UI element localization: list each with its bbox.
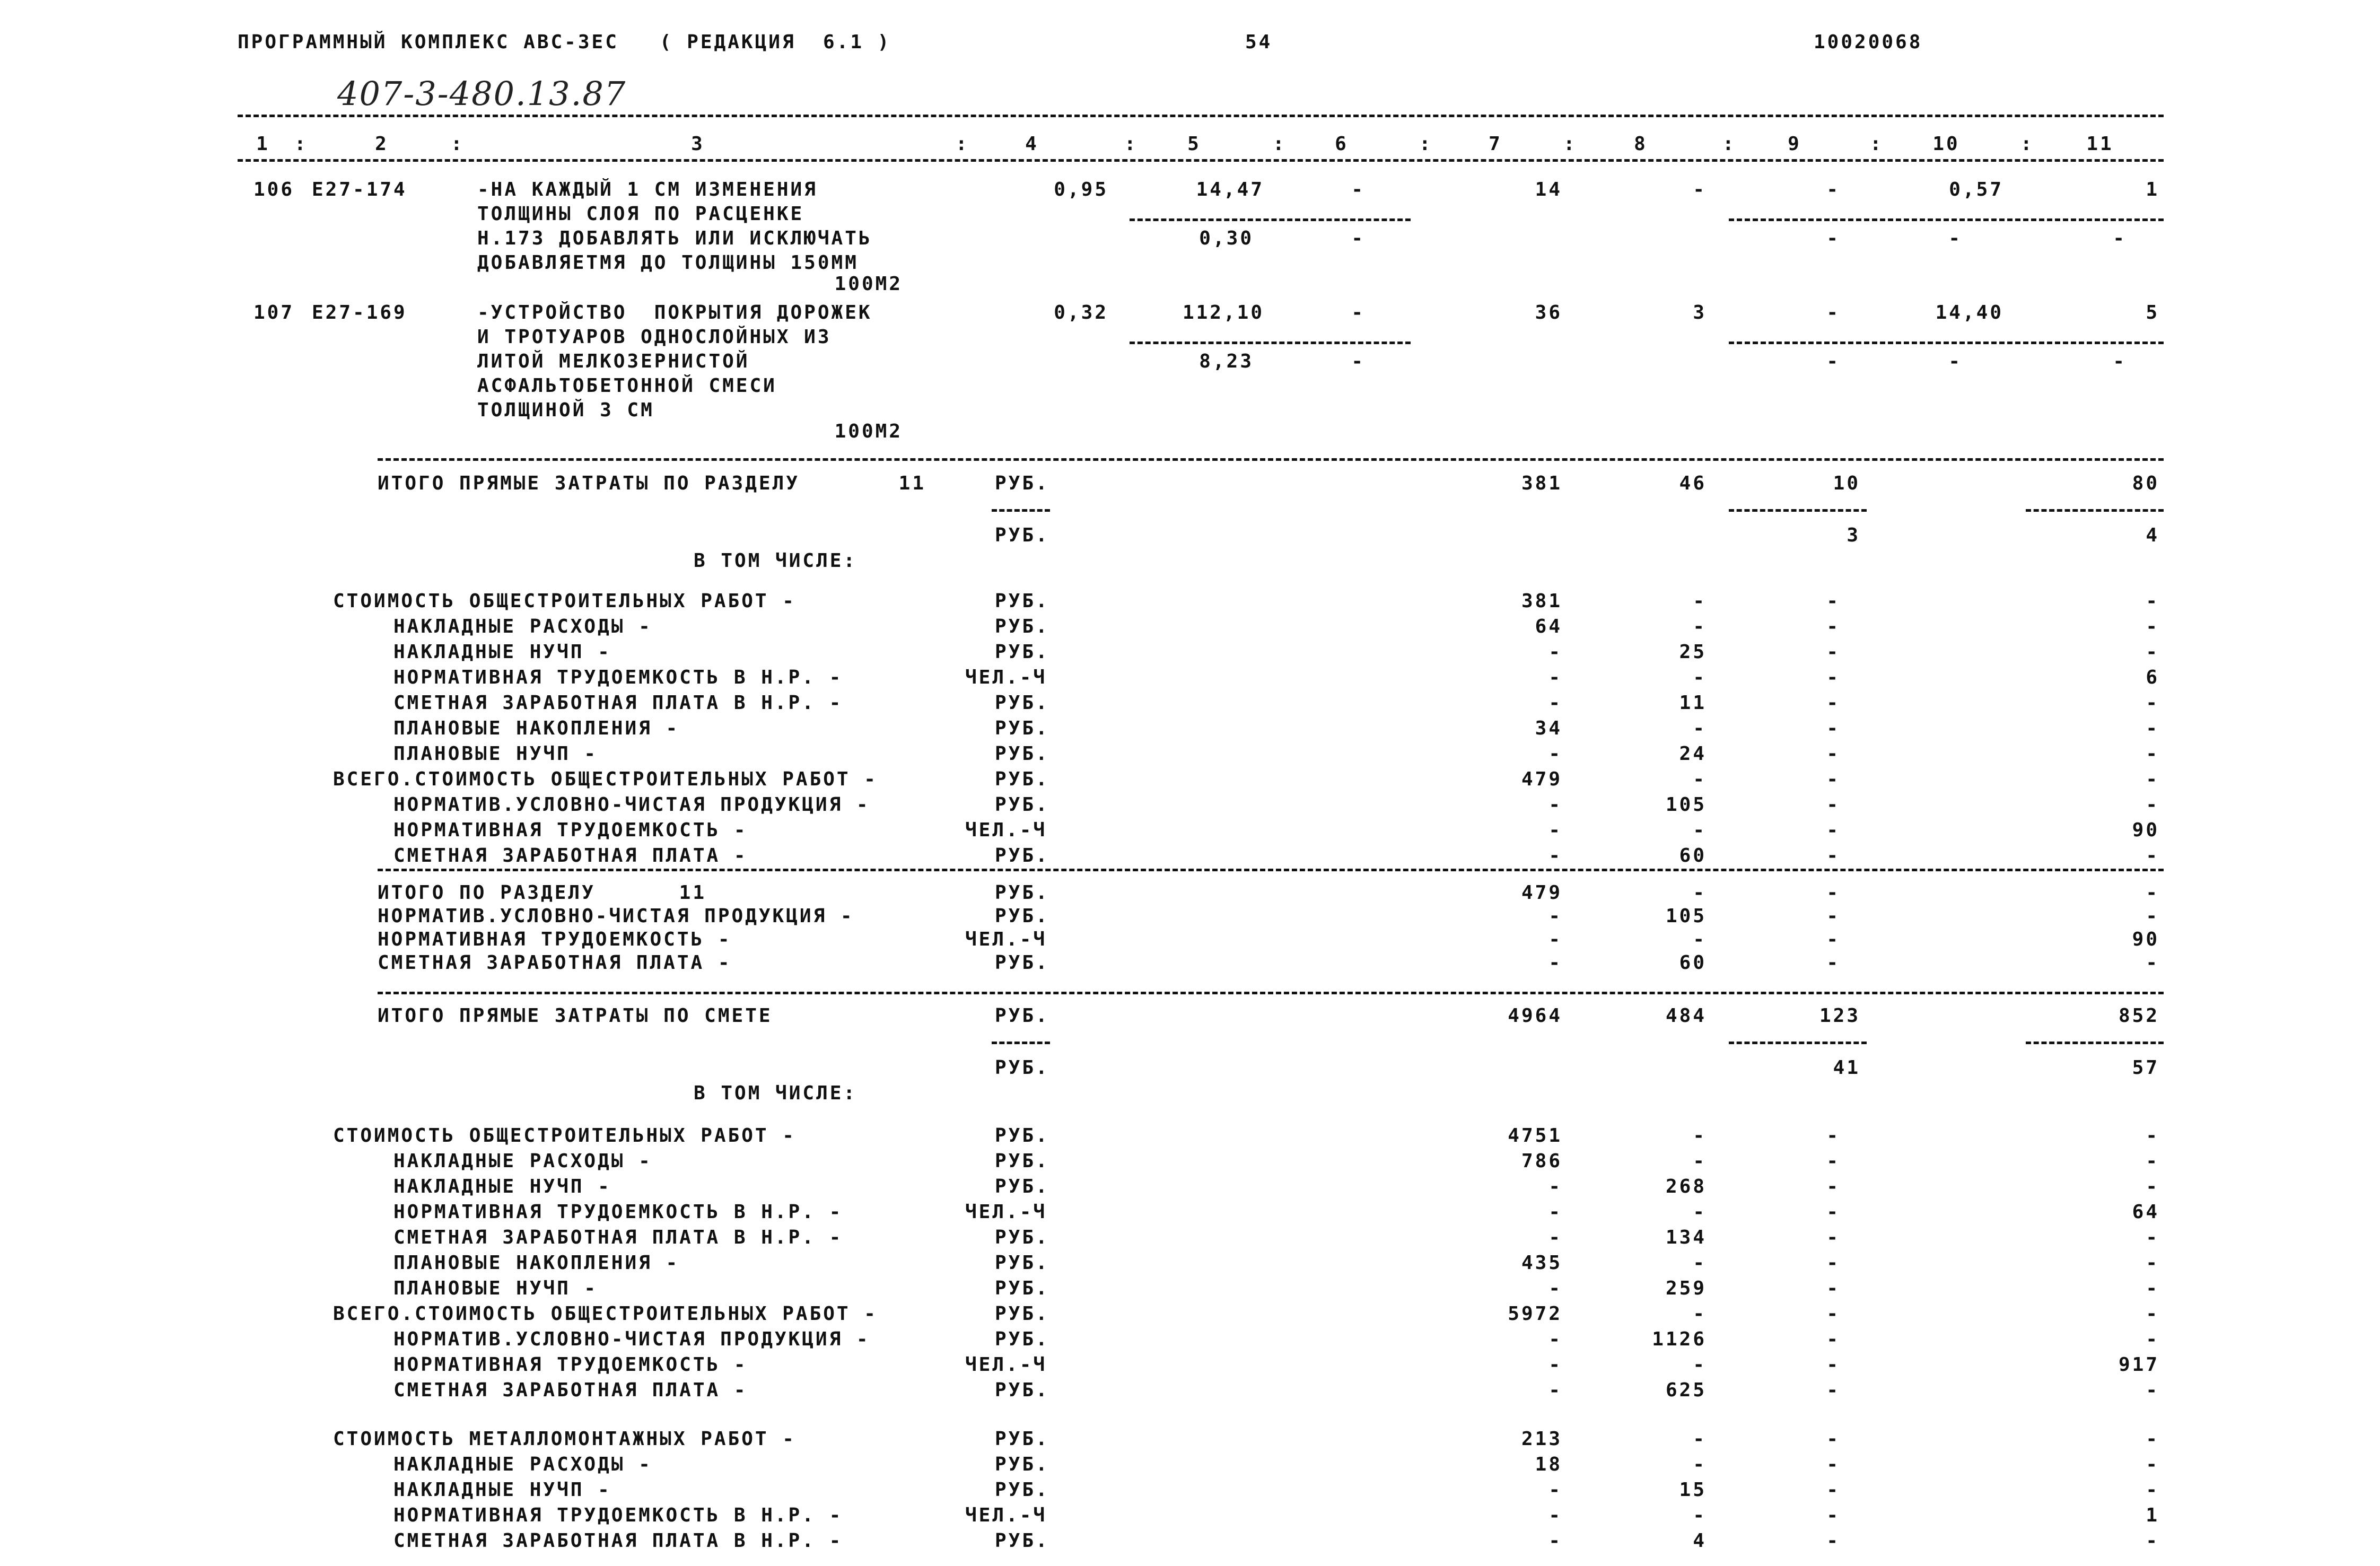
page-number: 54 bbox=[1245, 31, 1273, 53]
section-total-rule-11 bbox=[2026, 509, 2164, 512]
item-col10-sub: - bbox=[1948, 228, 1962, 249]
column-separator: : bbox=[1124, 133, 1138, 155]
breakdown-c9: - bbox=[1826, 1428, 1840, 1450]
estimate-total-rule bbox=[378, 992, 2164, 994]
breakdown-unit: РУБ. bbox=[995, 590, 1049, 612]
item-description-line: ТОЛЩИНОЙ 3 СМ bbox=[477, 399, 654, 421]
summary-c11: - bbox=[2146, 905, 2159, 927]
summary-c11: 90 bbox=[2132, 929, 2159, 950]
item-col6-sub: - bbox=[1351, 351, 1365, 372]
summary-c9: - bbox=[1826, 952, 1840, 974]
breakdown-c8: 105 bbox=[1665, 794, 1707, 816]
breakdown-label: НАКЛАДНЫЕ РАСХОДЫ - bbox=[393, 1150, 652, 1172]
breakdown-c9: - bbox=[1826, 1530, 1840, 1552]
breakdown-c8: - bbox=[1693, 1150, 1707, 1172]
breakdown-label: СТОИМОСТЬ ОБЩЕСТРОИТЕЛЬНЫХ РАБОТ - bbox=[333, 590, 796, 612]
breakdown-c9: - bbox=[1826, 819, 1840, 841]
breakdown-c11: 1 bbox=[2146, 1504, 2159, 1526]
breakdown-c7: - bbox=[1548, 1354, 1562, 1376]
section-total-c11-wages: 4 bbox=[2146, 524, 2159, 546]
breakdown-c9: - bbox=[1826, 616, 1840, 637]
breakdown-c8: 15 bbox=[1679, 1479, 1707, 1501]
item-description-line: ЛИТОЙ МЕЛКОЗЕРНИСТОЙ bbox=[477, 351, 750, 372]
breakdown-unit: РУБ. bbox=[995, 1328, 1049, 1350]
column-number-8: 8 bbox=[1634, 133, 1648, 155]
breakdown-c11: - bbox=[2146, 590, 2159, 612]
item-unit: 100М2 bbox=[834, 421, 903, 442]
summary-c8: 105 bbox=[1665, 905, 1707, 927]
item-description-line: -УСТРОЙСТВО ПОКРЫТИЯ ДОРОЖЕК bbox=[477, 302, 872, 323]
breakdown-c9: - bbox=[1826, 1479, 1840, 1501]
breakdown-c8: - bbox=[1693, 1354, 1707, 1376]
breakdown-c7: - bbox=[1548, 641, 1562, 663]
section-total-c9-wages: 3 bbox=[1847, 524, 1860, 546]
breakdown-c8: 259 bbox=[1665, 1278, 1707, 1299]
item-col9-sub: - bbox=[1826, 351, 1840, 372]
header-rule-bottom bbox=[238, 159, 2164, 162]
item-col11: 5 bbox=[2146, 302, 2159, 323]
breakdown-unit: РУБ. bbox=[995, 1530, 1049, 1552]
breakdown-unit: РУБ. bbox=[995, 1125, 1049, 1147]
breakdown-c8: - bbox=[1693, 1252, 1707, 1274]
breakdown-unit: ЧЕЛ.-Ч bbox=[965, 819, 1047, 841]
breakdown-c7: 18 bbox=[1535, 1454, 1562, 1475]
item-col9: - bbox=[1826, 302, 1840, 323]
breakdown-unit: РУБ. bbox=[995, 1227, 1049, 1248]
item-price-total: 14,47 bbox=[1196, 179, 1264, 200]
breakdown-c7: 381 bbox=[1521, 590, 1562, 612]
breakdown-unit: ЧЕЛ.-Ч bbox=[965, 667, 1047, 688]
breakdown-unit: РУБ. bbox=[995, 641, 1049, 663]
breakdown-c9: - bbox=[1826, 1227, 1840, 1248]
breakdown-label: НОРМАТИВНАЯ ТРУДОЕМКОСТЬ В Н.Р. - bbox=[393, 1504, 843, 1526]
breakdown-c11: - bbox=[2146, 616, 2159, 637]
column-separator: : bbox=[1273, 133, 1287, 155]
breakdown-label: ВСЕГО.СТОИМОСТЬ ОБЩЕСТРОИТЕЛЬНЫХ РАБОТ - bbox=[333, 768, 878, 790]
column-separator: : bbox=[1870, 133, 1884, 155]
breakdown-c8: 268 bbox=[1665, 1176, 1707, 1197]
item-description-line: -НА КАЖДЫЙ 1 СМ ИЗМЕНЕНИЯ bbox=[477, 179, 818, 200]
breakdown-label: НОРМАТИВ.УСЛОВНО-ЧИСТАЯ ПРОДУКЦИЯ - bbox=[393, 794, 870, 816]
summary-c7: - bbox=[1548, 929, 1562, 950]
breakdown-c9: - bbox=[1826, 1504, 1840, 1526]
breakdown-c11: - bbox=[2146, 1428, 2159, 1450]
breakdown-label: НОРМАТИВНАЯ ТРУДОЕМКОСТЬ - bbox=[393, 819, 748, 841]
breakdown-label: НОРМАТИВНАЯ ТРУДОЕМКОСТЬ В Н.Р. - bbox=[393, 667, 843, 688]
breakdown-c9: - bbox=[1826, 1454, 1840, 1475]
item-cost-total: 14 bbox=[1535, 179, 1562, 200]
breakdown-c7: 435 bbox=[1521, 1252, 1562, 1274]
item-col10: 14,40 bbox=[1935, 302, 2003, 323]
estimate-total-label: ИТОГО ПРЯМЫЕ ЗАТРАТЫ ПО СМЕТЕ bbox=[378, 1005, 773, 1027]
item-col6: - bbox=[1351, 179, 1365, 200]
column-separator: : bbox=[1563, 133, 1577, 155]
column-number-4: 4 bbox=[1025, 133, 1039, 155]
breakdown-c9: - bbox=[1826, 718, 1840, 739]
breakdown-c8: - bbox=[1693, 1303, 1707, 1325]
including-label: В ТОМ ЧИСЛЕ: bbox=[694, 550, 858, 572]
breakdown-unit: РУБ. bbox=[995, 1252, 1049, 1274]
breakdown-c11: - bbox=[2146, 1278, 2159, 1299]
breakdown-c7: - bbox=[1548, 845, 1562, 867]
estimate-total-c9: 123 bbox=[1819, 1005, 1860, 1027]
column-number-1: 1 bbox=[256, 133, 270, 155]
breakdown-c8: 1126 bbox=[1652, 1328, 1707, 1350]
breakdown-c11: 90 bbox=[2132, 819, 2159, 841]
breakdown-c7: - bbox=[1548, 1504, 1562, 1526]
breakdown-c9: - bbox=[1826, 1303, 1840, 1325]
breakdown-c8: 4 bbox=[1693, 1530, 1707, 1552]
item-price-wages: 8,23 bbox=[1199, 351, 1254, 372]
breakdown-c8: 625 bbox=[1665, 1379, 1707, 1401]
breakdown-c8: - bbox=[1693, 667, 1707, 688]
item-unit: 100М2 bbox=[834, 273, 903, 295]
breakdown-c9: - bbox=[1826, 667, 1840, 688]
estimate-total-c7: 4964 bbox=[1508, 1005, 1562, 1027]
estimate-total-c8: 484 bbox=[1665, 1005, 1707, 1027]
section-summary-rule bbox=[378, 869, 2164, 871]
item-col10: 0,57 bbox=[1949, 179, 2003, 200]
estimate-including-label: В ТОМ ЧИСЛЕ: bbox=[694, 1082, 858, 1104]
breakdown-c7: 34 bbox=[1535, 718, 1562, 739]
item-col9: - bbox=[1826, 179, 1840, 200]
breakdown-c9: - bbox=[1826, 1125, 1840, 1147]
breakdown-c7: - bbox=[1548, 692, 1562, 714]
column-separator: : bbox=[451, 133, 465, 155]
breakdown-c7: 5972 bbox=[1508, 1303, 1562, 1325]
breakdown-unit: ЧЕЛ.-Ч bbox=[965, 1201, 1047, 1223]
breakdown-c8: - bbox=[1693, 1504, 1707, 1526]
summary-unit: РУБ. bbox=[995, 882, 1049, 904]
item-description-line: Н.173 ДОБАВЛЯТЬ ИЛИ ИСКЛЮЧАТЬ bbox=[477, 228, 872, 249]
estimate-total-unit: РУБ. bbox=[995, 1005, 1049, 1027]
breakdown-c7: - bbox=[1548, 1176, 1562, 1197]
item-description-line: И ТРОТУАРОВ ОДНОСЛОЙНЫХ ИЗ bbox=[477, 326, 832, 348]
item-cost-total: 36 bbox=[1535, 302, 1562, 323]
breakdown-unit: РУБ. bbox=[995, 794, 1049, 816]
summary-label: НОРМАТИВ.УСЛОВНО-ЧИСТАЯ ПРОДУКЦИЯ - bbox=[378, 905, 854, 927]
breakdown-c9: - bbox=[1826, 794, 1840, 816]
breakdown-c7: 64 bbox=[1535, 616, 1562, 637]
breakdown-c7: - bbox=[1548, 1479, 1562, 1501]
summary-label: СМЕТНАЯ ЗАРАБОТНАЯ ПЛАТА - bbox=[378, 952, 732, 974]
breakdown-c11: - bbox=[2146, 1303, 2159, 1325]
item-col10-sub: - bbox=[1948, 351, 1962, 372]
section-summary-number: 11 bbox=[679, 882, 706, 904]
item-price-wages: 0,30 bbox=[1199, 228, 1254, 249]
breakdown-c8: 11 bbox=[1679, 692, 1707, 714]
breakdown-c7: - bbox=[1548, 819, 1562, 841]
breakdown-unit: РУБ. bbox=[995, 1428, 1049, 1450]
estimate-total-unit-rule bbox=[992, 1042, 1050, 1044]
summary-c8: - bbox=[1693, 929, 1707, 950]
summary-c9: - bbox=[1826, 929, 1840, 950]
summary-unit: ЧЕЛ.-Ч bbox=[965, 929, 1047, 950]
item-col11-sub: - bbox=[2113, 228, 2127, 249]
breakdown-c8: - bbox=[1693, 590, 1707, 612]
breakdown-unit: РУБ. bbox=[995, 1454, 1049, 1475]
item-col11-sub: - bbox=[2113, 351, 2127, 372]
breakdown-unit: РУБ. bbox=[995, 1303, 1049, 1325]
item-col6-sub: - bbox=[1351, 228, 1365, 249]
estimate-total-rule-9 bbox=[1729, 1042, 1867, 1044]
estimate-total-c11: 852 bbox=[2118, 1005, 2159, 1027]
breakdown-c11: - bbox=[2146, 1125, 2159, 1147]
breakdown-c7: - bbox=[1548, 1530, 1562, 1552]
breakdown-c11: - bbox=[2146, 794, 2159, 816]
item-description-line: АСФАЛЬТОБЕТОННОЙ СМЕСИ bbox=[477, 375, 777, 397]
breakdown-c8: - bbox=[1693, 1125, 1707, 1147]
summary-c9: - bbox=[1826, 882, 1840, 904]
summary-c7: - bbox=[1548, 952, 1562, 974]
column-separator: : bbox=[294, 133, 308, 155]
breakdown-c7: - bbox=[1548, 667, 1562, 688]
breakdown-c7: - bbox=[1548, 794, 1562, 816]
breakdown-unit: РУБ. bbox=[995, 1176, 1049, 1197]
item-subrule-5-6 bbox=[1130, 218, 1411, 221]
breakdown-label: СМЕТНАЯ ЗАРАБОТНАЯ ПЛАТА - bbox=[393, 1379, 748, 1401]
item-subrule-9-11 bbox=[1729, 218, 2164, 221]
program-header: ПРОГРАММНЫЙ КОМПЛЕКС АВС-ЗЕС ( РЕДАКЦИЯ 6.1 ) bbox=[238, 31, 891, 53]
section-total-rule-9 bbox=[1729, 509, 1867, 512]
column-separator: : bbox=[956, 133, 969, 155]
breakdown-unit: РУБ. bbox=[995, 743, 1049, 765]
section-total-label: ИТОГО ПРЯМЫЕ ЗАТРАТЫ ПО РАЗДЕЛУ bbox=[378, 473, 800, 494]
breakdown-unit: РУБ. bbox=[995, 845, 1049, 867]
breakdown-c9: - bbox=[1826, 1201, 1840, 1223]
breakdown-c7: 479 bbox=[1521, 768, 1562, 790]
breakdown-c11: - bbox=[2146, 1176, 2159, 1197]
breakdown-c11: 64 bbox=[2132, 1201, 2159, 1223]
breakdown-label: СТОИМОСТЬ МЕТАЛЛОМОНТАЖНЫХ РАБОТ - bbox=[333, 1428, 796, 1450]
breakdown-c9: - bbox=[1826, 768, 1840, 790]
breakdown-label: НОРМАТИВ.УСЛОВНО-ЧИСТАЯ ПРОДУКЦИЯ - bbox=[393, 1328, 870, 1350]
breakdown-c11: 6 bbox=[2146, 667, 2159, 688]
breakdown-label: НАКЛАДНЫЕ НУЧП - bbox=[393, 1479, 611, 1501]
summary-c11: - bbox=[2146, 952, 2159, 974]
breakdown-c7: - bbox=[1548, 1328, 1562, 1350]
breakdown-label: НОРМАТИВНАЯ ТРУДОЕМКОСТЬ - bbox=[393, 1354, 748, 1376]
breakdown-c11: - bbox=[2146, 1252, 2159, 1274]
item-price-total: 112,10 bbox=[1182, 302, 1264, 323]
summary-c11: - bbox=[2146, 882, 2159, 904]
breakdown-c9: - bbox=[1826, 845, 1840, 867]
section-summary-label: ИТОГО ПО РАЗДЕЛУ bbox=[378, 882, 596, 904]
item-description-line: ДОБАВЛЯЕТМЯ ДО ТОЛЩИНЫ 150ММ bbox=[477, 252, 859, 274]
breakdown-label: СМЕТНАЯ ЗАРАБОТНАЯ ПЛАТА - bbox=[393, 845, 748, 867]
breakdown-c9: - bbox=[1826, 1252, 1840, 1274]
breakdown-c7: - bbox=[1548, 1227, 1562, 1248]
item-description-line: ТОЛЩИНЫ СЛОЯ ПО РАСЦЕНКЕ bbox=[477, 203, 804, 225]
column-number-9: 9 bbox=[1788, 133, 1801, 155]
summary-c7: 479 bbox=[1521, 882, 1562, 904]
column-number-2: 2 bbox=[375, 133, 389, 155]
breakdown-c9: - bbox=[1826, 1354, 1840, 1376]
breakdown-c11: - bbox=[2146, 845, 2159, 867]
header-rule-top bbox=[238, 115, 2164, 117]
breakdown-c7: - bbox=[1548, 1201, 1562, 1223]
breakdown-unit: РУБ. bbox=[995, 1479, 1049, 1501]
section-total-c11: 80 bbox=[2132, 473, 2159, 494]
breakdown-c8: - bbox=[1693, 1454, 1707, 1475]
summary-c8: 60 bbox=[1679, 952, 1707, 974]
breakdown-c8: 24 bbox=[1679, 743, 1707, 765]
section-total-c7: 381 bbox=[1521, 473, 1562, 494]
breakdown-label: ПЛАНОВЫЕ НАКОПЛЕНИЯ - bbox=[393, 1252, 680, 1274]
item-number: 106 bbox=[253, 179, 295, 200]
item-number: 107 bbox=[253, 302, 295, 323]
section-total-unit: РУБ. bbox=[995, 473, 1049, 494]
handwritten-designation: 407-3-480.13.87 bbox=[337, 74, 627, 113]
breakdown-unit: ЧЕЛ.-Ч bbox=[965, 1504, 1047, 1526]
breakdown-c11: - bbox=[2146, 1328, 2159, 1350]
breakdown-c9: - bbox=[1826, 590, 1840, 612]
item-code: Е27-169 bbox=[312, 302, 407, 323]
breakdown-c8: - bbox=[1693, 1428, 1707, 1450]
estimate-total-unit-2: РУБ. bbox=[995, 1057, 1049, 1079]
summary-label: НОРМАТИВНАЯ ТРУДОЕМКОСТЬ - bbox=[378, 929, 732, 950]
item-col8: - bbox=[1693, 179, 1707, 200]
breakdown-c8: 134 bbox=[1665, 1227, 1707, 1248]
column-number-7: 7 bbox=[1489, 133, 1502, 155]
column-number-6: 6 bbox=[1335, 133, 1349, 155]
breakdown-c8: 25 bbox=[1679, 641, 1707, 663]
breakdown-unit: РУБ. bbox=[995, 1278, 1049, 1299]
column-separator: : bbox=[2020, 133, 2034, 155]
breakdown-c11: - bbox=[2146, 692, 2159, 714]
breakdown-label: ПЛАНОВЫЕ НУЧП - bbox=[393, 1278, 598, 1299]
item-quantity: 0,95 bbox=[1054, 179, 1108, 200]
item-subrule-5-6 bbox=[1130, 342, 1411, 344]
section-total-rule bbox=[378, 458, 2164, 461]
column-number-11: 11 bbox=[2086, 133, 2114, 155]
breakdown-c11: - bbox=[2146, 1530, 2159, 1552]
summary-unit: РУБ. bbox=[995, 952, 1049, 974]
breakdown-c11: - bbox=[2146, 1454, 2159, 1475]
estimate-total-rule-11 bbox=[2026, 1042, 2164, 1044]
breakdown-label: ПЛАНОВЫЕ НАКОПЛЕНИЯ - bbox=[393, 718, 680, 739]
breakdown-c9: - bbox=[1826, 1379, 1840, 1401]
breakdown-c11: - bbox=[2146, 1150, 2159, 1172]
breakdown-c8: - bbox=[1693, 718, 1707, 739]
breakdown-c11: - bbox=[2146, 718, 2159, 739]
breakdown-c9: - bbox=[1826, 1278, 1840, 1299]
column-separator: : bbox=[1722, 133, 1736, 155]
breakdown-c8: - bbox=[1693, 1201, 1707, 1223]
breakdown-c7: - bbox=[1548, 1278, 1562, 1299]
breakdown-c11: - bbox=[2146, 743, 2159, 765]
summary-c8: - bbox=[1693, 882, 1707, 904]
breakdown-unit: РУБ. bbox=[995, 1379, 1049, 1401]
breakdown-label: ВСЕГО.СТОИМОСТЬ ОБЩЕСТРОИТЕЛЬНЫХ РАБОТ - bbox=[333, 1303, 878, 1325]
section-total-unit-rule bbox=[992, 509, 1050, 512]
breakdown-label: СМЕТНАЯ ЗАРАБОТНАЯ ПЛАТА В Н.Р. - bbox=[393, 692, 843, 714]
column-number-5: 5 bbox=[1187, 133, 1201, 155]
summary-c7: - bbox=[1548, 905, 1562, 927]
breakdown-c7: 4751 bbox=[1508, 1125, 1562, 1147]
summary-unit: РУБ. bbox=[995, 905, 1049, 927]
breakdown-unit: РУБ. bbox=[995, 1150, 1049, 1172]
breakdown-unit: РУБ. bbox=[995, 692, 1049, 714]
breakdown-label: НАКЛАДНЫЕ НУЧП - bbox=[393, 641, 611, 663]
breakdown-label: НАКЛАДНЫЕ НУЧП - bbox=[393, 1176, 611, 1197]
breakdown-c8: - bbox=[1693, 616, 1707, 637]
breakdown-label: НАКЛАДНЫЕ РАСХОДЫ - bbox=[393, 616, 652, 637]
section-total-number: 11 bbox=[898, 473, 926, 494]
breakdown-c8: - bbox=[1693, 768, 1707, 790]
summary-c9: - bbox=[1826, 905, 1840, 927]
breakdown-label: ПЛАНОВЫЕ НУЧП - bbox=[393, 743, 598, 765]
breakdown-label: СМЕТНАЯ ЗАРАБОТНАЯ ПЛАТА В Н.Р. - bbox=[393, 1227, 843, 1248]
breakdown-c11: - bbox=[2146, 1379, 2159, 1401]
breakdown-c7: 786 bbox=[1521, 1150, 1562, 1172]
breakdown-c11: - bbox=[2146, 1479, 2159, 1501]
item-col11: 1 bbox=[2146, 179, 2159, 200]
document-code: 10020068 bbox=[1814, 31, 1923, 53]
breakdown-c11: - bbox=[2146, 768, 2159, 790]
breakdown-c9: - bbox=[1826, 641, 1840, 663]
breakdown-unit: РУБ. bbox=[995, 718, 1049, 739]
breakdown-c9: - bbox=[1826, 1328, 1840, 1350]
breakdown-unit: РУБ. bbox=[995, 768, 1049, 790]
item-col6: - bbox=[1351, 302, 1365, 323]
breakdown-c9: - bbox=[1826, 692, 1840, 714]
item-code: Е27-174 bbox=[312, 179, 407, 200]
breakdown-c7: - bbox=[1548, 743, 1562, 765]
breakdown-unit: РУБ. bbox=[995, 616, 1049, 637]
breakdown-c11: - bbox=[2146, 1227, 2159, 1248]
column-number-3: 3 bbox=[691, 133, 705, 155]
item-col9-sub: - bbox=[1826, 228, 1840, 249]
breakdown-c11: 917 bbox=[2118, 1354, 2159, 1376]
section-total-unit-2: РУБ. bbox=[995, 524, 1049, 546]
item-col8: 3 bbox=[1693, 302, 1707, 323]
breakdown-label: СТОИМОСТЬ ОБЩЕСТРОИТЕЛЬНЫХ РАБОТ - bbox=[333, 1125, 796, 1147]
breakdown-c7: 213 bbox=[1521, 1428, 1562, 1450]
column-number-10: 10 bbox=[1932, 133, 1960, 155]
breakdown-c9: - bbox=[1826, 743, 1840, 765]
section-total-c8: 46 bbox=[1679, 473, 1707, 494]
breakdown-c8: - bbox=[1693, 819, 1707, 841]
breakdown-c8: 60 bbox=[1679, 845, 1707, 867]
breakdown-label: НАКЛАДНЫЕ РАСХОДЫ - bbox=[393, 1454, 652, 1475]
breakdown-c9: - bbox=[1826, 1176, 1840, 1197]
breakdown-label: СМЕТНАЯ ЗАРАБОТНАЯ ПЛАТА В Н.Р. - bbox=[393, 1530, 843, 1552]
breakdown-label: НОРМАТИВНАЯ ТРУДОЕМКОСТЬ В Н.Р. - bbox=[393, 1201, 843, 1223]
item-subrule-9-11 bbox=[1729, 342, 2164, 344]
column-separator: : bbox=[1419, 133, 1433, 155]
breakdown-c11: - bbox=[2146, 641, 2159, 663]
breakdown-c7: - bbox=[1548, 1379, 1562, 1401]
section-total-c9: 10 bbox=[1833, 473, 1860, 494]
estimate-total-c11-wages: 57 bbox=[2132, 1057, 2159, 1079]
item-quantity: 0,32 bbox=[1054, 302, 1108, 323]
breakdown-unit: ЧЕЛ.-Ч bbox=[965, 1354, 1047, 1376]
breakdown-c9: - bbox=[1826, 1150, 1840, 1172]
estimate-total-c9-wages: 41 bbox=[1833, 1057, 1860, 1079]
